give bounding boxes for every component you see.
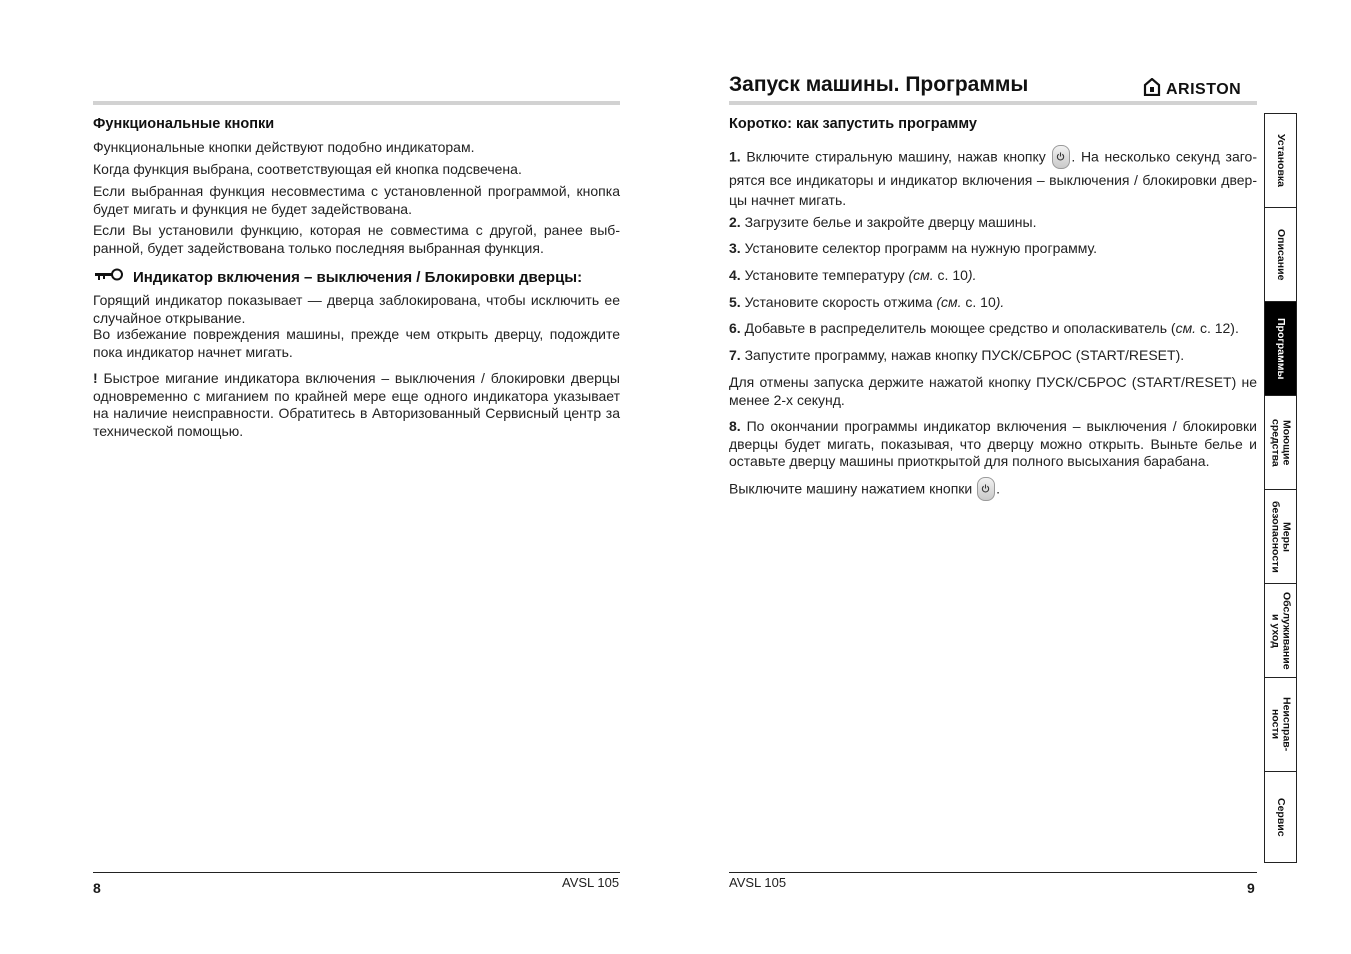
ariston-house-icon [1143,78,1161,101]
brand-name: ARISTON [1166,80,1242,98]
step-6-text-a: Добавьте в распределитель моющее средство и ополаскиватель ( [740,320,1176,336]
left-section-title: Функциональные кнопки [93,116,275,132]
step-2-text: Загрузите белье и закройте дверцу машины. [740,214,1037,230]
step-4-text-a: Установите температуру [740,267,909,283]
step-1-text-a: Включите стиральную машину, нажав кнопку [740,148,1052,165]
tab-description[interactable] [1265,208,1296,302]
right-page-number: 9 [1247,880,1255,896]
tab-troubleshooting[interactable] [1265,678,1296,772]
step-2-number: 2. [729,214,741,230]
switch-off-paragraph [729,478,1257,502]
step-5-text-a: Установите скорость отжима [740,294,937,310]
step-7-text: Запустите программу, нажав кнопку ПУСК/СБРОС (START/RESET). [740,347,1185,363]
step-4-number: 4. [729,267,741,283]
step-8-number: 8. [729,418,741,434]
right-header-rule [729,101,1257,105]
right-model-label: AVSL 105 [729,875,787,890]
left-paragraph-1: Функциональные кнопки действуют подобно индикаторам. [93,139,475,155]
tab-label: Описание [1275,228,1287,281]
switch-off-text-b: . [996,480,1001,497]
step-4-ref: (см. [908,267,934,283]
step-4-text-c: ). [967,267,977,283]
step-3 [729,240,1257,258]
step-4-text-b: с. 10 [933,267,968,283]
power-button-icon [977,477,995,501]
tab-service[interactable] [1265,770,1296,864]
tab-label: Меры безопасности [1269,500,1293,573]
right-footer-rule [729,872,1257,873]
indicator-title: Индикатор включения – выключения / Блокировки дверцы: [133,269,583,286]
step-5 [729,294,1257,312]
left-model-label: AVSL 105 [562,875,620,890]
left-paragraph-4: Если Вы установили функцию, которая не совместима с другой, ранее выбранной, будет задействована только последняя выбранная функция. [93,222,620,256]
right-section-title: Коротко: как запустить программу [729,116,977,132]
tab-programs[interactable] [1265,302,1296,396]
tab-label: Установка [1275,134,1287,187]
section-tabs [1264,113,1297,863]
step-6-number: 6. [729,320,741,336]
power-button-icon [1052,145,1070,169]
step-2 [729,214,1257,232]
tab-detergents[interactable] [1265,396,1296,490]
tab-label: Моющие средства [1269,418,1293,467]
step-1-text-b: . На несколько секунд загорятся все индикаторы и индикатор включения – выключения / блокировки дверцы начнет мигать. [729,148,1257,208]
step-5-number: 5. [729,294,741,310]
warning-text: Быстрое мигание индикатора включения – выключения / блокировки дверцы одновременно с миганием по крайней мере еще одного индикатора указывает на наличие неисправности. Обратитесь в Авторизованный Сервисный центр за технической помощью. [93,370,620,439]
step-6-text-b: с. 12). [1196,320,1239,336]
step-1-number: 1. [729,148,741,165]
step-3-number: 3. [729,240,741,256]
left-paragraph-3: Если выбранная функция несовместима с установленной программой, кнопка будет мигать и функция не будет задействована. [93,183,620,217]
step-6 [729,320,1257,338]
step-5-ref: (см. [936,294,962,310]
step-4 [729,267,1257,285]
key-icon [93,268,125,287]
step-1 [729,146,1257,210]
switch-off-text-a: Выключите машину нажатием кнопки [729,480,977,497]
page-title: Запуск машины. Программы [729,73,1029,96]
tab-installation[interactable] [1265,114,1296,208]
cancel-paragraph: Для отмены запуска держите нажатой кнопку ПУСК/СБРОС (START/RESET) не менее 2-х секунд. [729,374,1257,408]
step-8-text: По окончании программы индикатор включения – выключения / блокировки дверцы будет мигать, показывая, что дверцу можно открыть. Выньте белье и оставьте дверцу машины приоткрытой для полного высыхания барабана. [729,418,1257,469]
left-paragraph-2: Когда функция выбрана, соответствующая ей кнопка подсвечена. [93,161,522,177]
warning-mark: ! [93,370,98,386]
step-7 [729,347,1257,365]
indicator-paragraph-2: Во избежание повреждения машины, прежде чем открыть дверцу, подождите пока индикатор начнет мигать. [93,326,620,360]
brand-logo [1143,78,1241,101]
left-footer-rule [93,872,620,873]
step-8 [729,418,1257,471]
tab-label: Неисправ- ности [1269,697,1293,752]
tab-label: Сервис [1275,797,1287,837]
left-header-rule [93,101,620,105]
indicator-paragraph-1: Горящий индикатор показывает — дверца заблокирована, чтобы исключить ее случайное открывание. [93,292,620,326]
step-6-ref: см. [1175,320,1197,336]
tab-label: Программы [1275,317,1287,380]
step-5-text-c: ). [995,294,1005,310]
step-5-text-b: с. 10 [961,294,996,310]
tab-maintenance[interactable] [1265,584,1296,678]
step-3-text: Установите селектор программ на нужную программу. [740,240,1098,256]
warning-paragraph [93,370,620,440]
left-page-number: 8 [93,880,101,896]
tab-safety[interactable] [1265,490,1296,584]
indicator-heading [93,268,582,287]
tab-label: Обслуживание и уход [1269,591,1293,670]
step-7-number: 7. [729,347,741,363]
